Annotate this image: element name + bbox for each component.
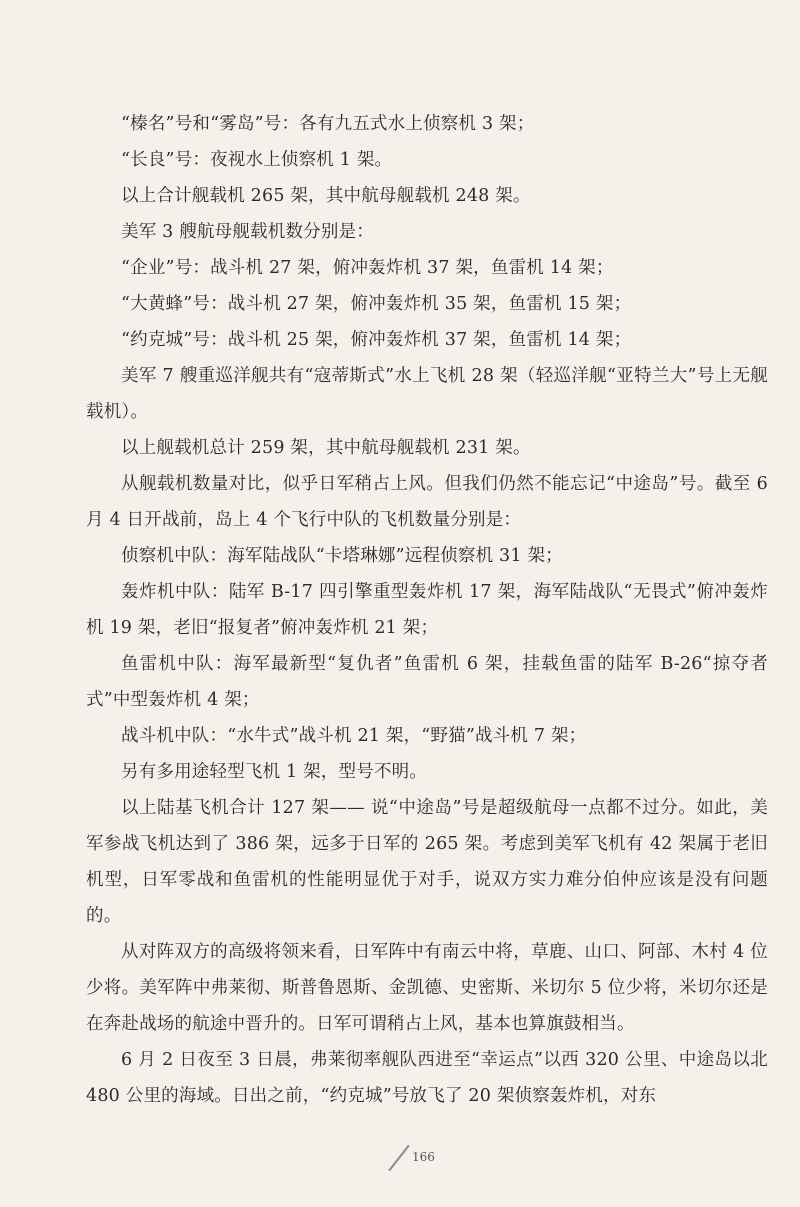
body-text	[86, 106, 768, 1114]
paragraph: 以上合计舰载机 265 架，其中航母舰载机 248 架。	[121, 186, 531, 206]
paragraph: 以上舰载机总计 259 架，其中航母舰载机 231 架。	[121, 438, 531, 458]
paragraph: 侦察机中队：海军陆战队“卡塔琳娜”远程侦察机 31 架；	[121, 546, 563, 566]
page-footer	[0, 1140, 800, 1180]
paragraph: 从对阵双方的高级将领来看，日军阵中有南云中将，草鹿、山口、阿部、木村 4 位少将。美军阵中弗莱彻、斯普鲁恩斯、金凯德、史密斯、米切尔 5 位少将，米切尔还是在奔赴战场的航途中晋升的。日军可谓稍占上风，基本也算旗鼓相当。	[86, 942, 768, 1034]
paragraph: 轰炸机中队：陆军 B-17 四引擎重型轰炸机 17 架，海军陆战队“无畏式”俯冲轰炸机 19 架，老旧“报复者”俯冲轰炸机 21 架；	[86, 582, 768, 638]
paragraph: “企业”号：战斗机 27 架，俯冲轰炸机 37 架，鱼雷机 14 架；	[121, 258, 614, 278]
paragraph: 美军 3 艘航母舰载机数分别是：	[121, 222, 374, 242]
paragraph: 鱼雷机中队：海军最新型“复仇者”鱼雷机 6 架，挂载鱼雷的陆军 B-26“掠夺者式”中型轰炸机 4 架；	[86, 654, 768, 710]
page-number-slash	[388, 1145, 409, 1171]
paragraph: “榛名”号和“雾岛”号：各有九五式水上侦察机 3 架；	[121, 114, 535, 134]
paragraph: “长良”号：夜视水上侦察机 1 架。	[121, 150, 393, 170]
paragraph: 美军 7 艘重巡洋舰共有“寇蒂斯式”水上飞机 28 架（轻巡洋舰“亚特兰大”号上无舰载机）。	[86, 366, 768, 422]
paragraph: 6 月 2 日夜至 3 日晨，弗莱彻率舰队西进至“幸运点”以西 320 公里、中途岛以北 480 公里的海域。日出之前，“约克城”号放飞了 20 架侦察轰炸机，对东	[86, 1050, 768, 1106]
paragraph: 另有多用途轻型飞机 1 架，型号不明。	[121, 762, 428, 782]
paragraph: “大黄蜂”号：战斗机 27 架，俯冲轰炸机 35 架，鱼雷机 15 架；	[121, 294, 632, 314]
paragraph: 以上陆基飞机合计 127 架—— 说“中途岛”号是超级航母一点都不过分。如此，美军参战飞机达到了 386 架，远多于日军的 265 架。考虑到美军飞机有 42 架属于老旧机型，日军零战和鱼雷机的性能明显优于对手，说双方实力难分伯仲应该是没有问题的。	[86, 798, 768, 926]
paragraph: 从舰载机数量对比，似乎日军稍占上风。但我们仍然不能忘记“中途岛”号。截至 6 月 4 日开战前，岛上 4 个飞行中队的飞机数量分别是：	[86, 474, 768, 530]
page-number: 166	[412, 1150, 435, 1164]
paragraph: 战斗机中队：“水牛式”战斗机 21 架，“野猫”战斗机 7 架；	[121, 726, 587, 746]
paragraph: “约克城”号：战斗机 25 架，俯冲轰炸机 37 架，鱼雷机 14 架；	[121, 330, 632, 350]
